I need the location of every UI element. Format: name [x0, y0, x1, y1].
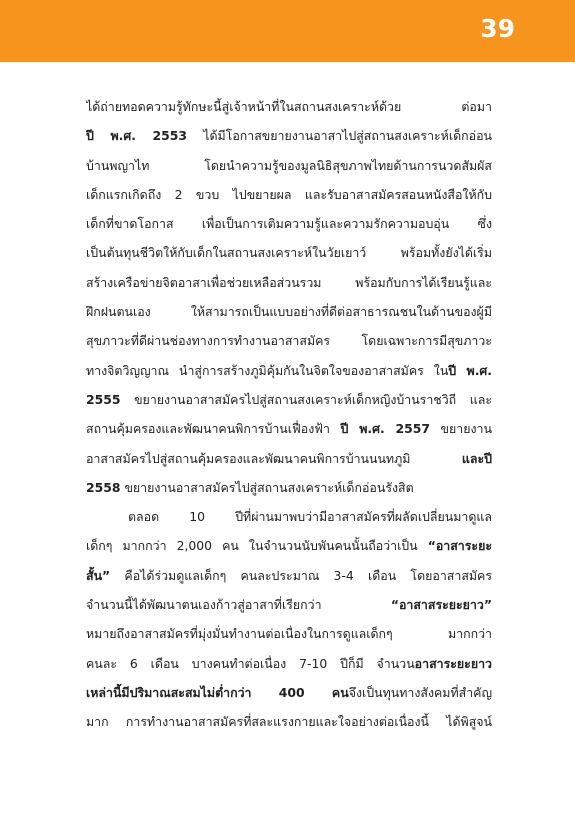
text-run: ได้มีโอกาสขยายงานอาสาไปสู่สถานสงเคราะห์เด็กอ่อน: [187, 128, 492, 144]
bold-run: เหล่านี้มีปริมาณสะสมไม่ต่ำกว่า 400 คน: [86, 684, 349, 700]
text-run: สร้างเครือข่ายจิตอาสาเพื่อช่วยเหลือส่วนรวม พร้อมกับการได้เรียนรู้และ: [86, 274, 492, 290]
text-run: คนละ 6 เดือน บางคนทำต่อเนื่อง 7-10 ปีก็มี จำนวน: [86, 655, 415, 671]
bold-run: 2558: [86, 479, 121, 495]
text-line: [86, 209, 492, 238]
page-number: 39: [480, 14, 515, 43]
text-run: ตลอด 10 ปีที่ผ่านมาพบว่ามีอาสาสมัครที่ผลัดเปลี่ยนมาดูแล: [128, 509, 492, 525]
text-run: ขยายงานอาสาสมัครไปสู่สถานสงเคราะห์เด็กอ่อนรังสิต: [120, 479, 414, 495]
text-run: เด็กที่ขาดโอกาส เพื่อเป็นการเติมความรู้และความรักความอบอุ่น ซึ่ง: [86, 216, 492, 232]
bold-run: ปี พ.ศ. 2557: [340, 421, 431, 437]
text-run: คือได้ร่วมดูแลเด็กๆ คนละประมาณ 3-4 เดือน โดยอาสาสมัคร: [110, 567, 492, 583]
bold-run: 2555: [86, 391, 121, 407]
page-header-bar: [0, 0, 575, 62]
text-line: [86, 121, 492, 150]
text-run: ได้ถ่ายทอดความรู้ทักษะนี้สู่เจ้าหน้าที่ในสถานสงเคราะห์ด้วย ต่อมา: [86, 99, 492, 114]
text-line: [86, 92, 492, 121]
text-line: [86, 238, 492, 267]
text-line: [86, 561, 492, 590]
text-run: เป็นต้นทุนชีวิตให้กับเด็กในสถานสงเคราะห์ในวัยเยาว์ พร้อมทั้งยังได้เริ่ม: [86, 245, 492, 261]
text-line: [86, 444, 492, 473]
text-line: [86, 297, 492, 326]
text-line: [86, 356, 492, 385]
text-run: เด็กๆ มากกว่า 2,000 คน ในจำนวนนับพันคนนั้นถือว่าเป็น: [86, 538, 428, 554]
text-run: มาก การทำงานอาสาสมัครที่สละแรงกายและใจอย่างต่อเนื่องนี้ ได้พิสูจน์: [86, 714, 492, 730]
paragraph: [86, 92, 492, 502]
text-line: [86, 414, 492, 443]
bold-run: ปี พ.ศ.: [448, 362, 492, 378]
bold-run: อาสาระยะยาว: [414, 655, 492, 671]
text-run: สถานคุ้มครองและพัฒนาคนพิการบ้านเฟื่องฟ้า: [86, 421, 341, 437]
text-run: ฝึกฝนตนเอง ให้สามารถเป็นแบบอย่างที่ดีต่อสาธารณชนในด้านของผู้มี: [86, 304, 492, 320]
text-line: [86, 707, 492, 736]
bold-run: “อาสาระยะ: [427, 538, 492, 554]
text-line: [86, 590, 492, 619]
text-run: เด็กแรกเกิดถึง 2 ขวบ ไปขยายผล และรับอาสาสมัครสอนหนังสือให้กับ: [86, 186, 492, 202]
text-run: จึงเป็นทุนทางสังคมที่สำคัญ: [348, 684, 492, 700]
text-run: อาสาสมัครไปสู่สถานคุ้มครองและพัฒนาคนพิการบ้านนนทภูมิ: [86, 450, 462, 466]
text-run: ขยายงานอาสาสมัครไปสู่สถานสงเคราะห์เด็กหญิงบ้านราชวิถี และ: [120, 391, 492, 407]
text-line: [86, 326, 492, 355]
text-run: หมายถึงอาสาสมัครที่มุ่งมั่นทำงานต่อเนื่องในการดูแลเด็กๆ มากกว่า: [86, 626, 492, 642]
text-line: [86, 531, 492, 560]
bold-run: สั้น”: [86, 567, 111, 583]
paragraph: [86, 502, 492, 736]
text-run: ขยายงาน: [430, 421, 492, 437]
text-line: [86, 649, 492, 678]
bold-run: “อาสาสระยะยาว”: [390, 597, 492, 613]
text-line: [86, 180, 492, 209]
text-line: [86, 268, 492, 297]
text-line: [86, 619, 492, 648]
text-run: บ้านพญาไท โดยนำความรู้ของมูลนิธิสุขภาพไทยด้านการนวดสัมผัส: [86, 157, 492, 173]
text-line: [86, 385, 492, 414]
text-line: [86, 151, 492, 180]
text-run: สุขภาวะที่ดีผ่านช่องทางการทำงานอาสาสมัคร โดยเฉพาะการมีสุขภาวะ: [86, 333, 492, 349]
text-run: จำนวนนี้ได้พัฒนาตนเองก้าวสู่อาสาที่เรียกว่า: [86, 597, 391, 613]
body-text: [86, 92, 492, 737]
text-line: [86, 502, 492, 531]
text-line: [86, 473, 492, 502]
text-line: [86, 678, 492, 707]
bold-run: และปี: [461, 450, 492, 466]
bold-run: ปี พ.ศ. 2553: [86, 128, 187, 144]
text-run: ทางจิตวิญญาณ นำสู่การสร้างภูมิคุ้มกันในจิตใจของอาสาสมัคร ใน: [86, 362, 449, 378]
